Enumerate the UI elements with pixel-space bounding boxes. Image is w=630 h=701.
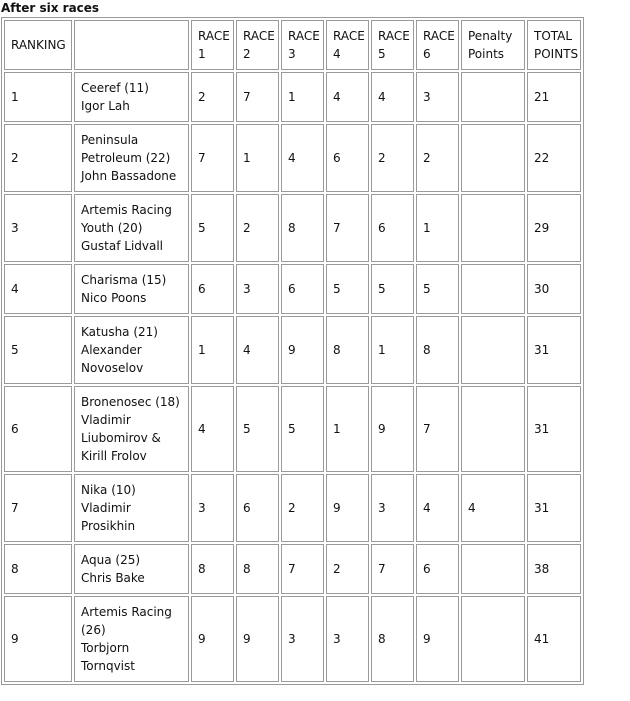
race-2-cell: 1: [236, 124, 279, 192]
race-3-cell: 6: [281, 264, 324, 314]
penalty-cell: 4: [461, 474, 525, 542]
header-row: [4, 20, 581, 70]
header-total-points: [527, 20, 581, 70]
race-6-cell: 5: [416, 264, 459, 314]
team-cell: [74, 596, 189, 682]
race-3-cell: 8: [281, 194, 324, 262]
rank-cell: 9: [4, 596, 72, 682]
race-6-cell: 4: [416, 474, 459, 542]
team-line: Novoselov: [81, 361, 144, 375]
race-6-cell: 9: [416, 596, 459, 682]
table-row: [4, 474, 581, 542]
header-race-6: [416, 20, 459, 70]
race-3-cell: 7: [281, 544, 324, 594]
header-label: 6: [423, 47, 431, 61]
header-ranking: RANKING: [4, 20, 72, 70]
team-cell: [74, 264, 189, 314]
rank-cell: 4: [4, 264, 72, 314]
team-cell: [74, 544, 189, 594]
total-cell: 22: [527, 124, 581, 192]
team-cell: [74, 124, 189, 192]
team-line: Vladimir: [81, 413, 131, 427]
penalty-cell: [461, 124, 525, 192]
team-line: Chris Bake: [81, 571, 145, 585]
table-row: [4, 544, 581, 594]
team-cell: [74, 474, 189, 542]
race-2-cell: 7: [236, 72, 279, 122]
race-1-cell: 3: [191, 474, 234, 542]
penalty-cell: [461, 386, 525, 472]
race-1-cell: 8: [191, 544, 234, 594]
header-race-1: [191, 20, 234, 70]
penalty-cell: [461, 264, 525, 314]
race-2-cell: 3: [236, 264, 279, 314]
penalty-cell: [461, 194, 525, 262]
team-cell: [74, 194, 189, 262]
race-1-cell: 1: [191, 316, 234, 384]
race-1-cell: 5: [191, 194, 234, 262]
header-label: RACE: [378, 29, 410, 43]
race-6-cell: 3: [416, 72, 459, 122]
race-3-cell: 3: [281, 596, 324, 682]
page-title: After six races: [1, 1, 100, 15]
header-label: RACE: [288, 29, 320, 43]
race-6-cell: 2: [416, 124, 459, 192]
team-line: John Bassadone: [81, 169, 177, 183]
race-6-cell: 8: [416, 316, 459, 384]
team-line: Katusha (21): [81, 325, 158, 339]
race-3-cell: 4: [281, 124, 324, 192]
results-body: [4, 72, 581, 682]
race-4-cell: 6: [326, 124, 369, 192]
team-line: Torbjorn: [81, 641, 130, 655]
race-5-cell: 7: [371, 544, 414, 594]
team-line: Bronenosec (18): [81, 395, 180, 409]
table-row: [4, 124, 581, 192]
team-line: Nico Poons: [81, 291, 147, 305]
team-cell: [74, 386, 189, 472]
header-label: Points: [468, 47, 505, 61]
rank-cell: 1: [4, 72, 72, 122]
race-4-cell: 2: [326, 544, 369, 594]
race-3-cell: 5: [281, 386, 324, 472]
rank-cell: 8: [4, 544, 72, 594]
race-5-cell: 9: [371, 386, 414, 472]
race-5-cell: 1: [371, 316, 414, 384]
rank-cell: 3: [4, 194, 72, 262]
penalty-cell: [461, 72, 525, 122]
total-cell: 41: [527, 596, 581, 682]
race-4-cell: 9: [326, 474, 369, 542]
team-line: Kirill Frolov: [81, 449, 147, 463]
total-cell: 31: [527, 316, 581, 384]
rank-cell: 2: [4, 124, 72, 192]
team-line: Artemis Racing: [81, 203, 172, 217]
race-5-cell: 6: [371, 194, 414, 262]
header-label: 1: [198, 47, 206, 61]
team-line: Youth (20): [81, 221, 143, 235]
header-label: RACE: [423, 29, 455, 43]
race-4-cell: 8: [326, 316, 369, 384]
header-label: POINTS: [534, 47, 579, 61]
race-4-cell: 7: [326, 194, 369, 262]
table-row: [4, 316, 581, 384]
table-row: [4, 72, 581, 122]
header-label: 5: [378, 47, 386, 61]
race-5-cell: 5: [371, 264, 414, 314]
total-cell: 38: [527, 544, 581, 594]
team-line: Igor Lah: [81, 99, 130, 113]
header-label: TOTAL: [534, 29, 573, 43]
race-4-cell: 1: [326, 386, 369, 472]
race-2-cell: 2: [236, 194, 279, 262]
table-row: [4, 264, 581, 314]
race-6-cell: 6: [416, 544, 459, 594]
race-1-cell: 7: [191, 124, 234, 192]
total-cell: 21: [527, 72, 581, 122]
team-line: Artemis Racing: [81, 605, 172, 619]
team-line: Prosikhin: [81, 519, 136, 533]
team-cell: [74, 316, 189, 384]
team-line: Petroleum (22): [81, 151, 171, 165]
team-cell: [74, 72, 189, 122]
race-1-cell: 2: [191, 72, 234, 122]
race-4-cell: 5: [326, 264, 369, 314]
race-1-cell: 9: [191, 596, 234, 682]
team-line: Aqua (25): [81, 553, 141, 567]
header-race-3: [281, 20, 324, 70]
rank-cell: 7: [4, 474, 72, 542]
race-2-cell: 8: [236, 544, 279, 594]
header-penalty-points: [461, 20, 525, 70]
team-line: (26): [81, 623, 106, 637]
race-5-cell: 8: [371, 596, 414, 682]
header-race-2: [236, 20, 279, 70]
penalty-cell: [461, 544, 525, 594]
header-label: 2: [243, 47, 251, 61]
header-label: RACE: [333, 29, 365, 43]
header-label: RACE: [243, 29, 275, 43]
header-label: Penalty: [468, 29, 513, 43]
race-4-cell: 3: [326, 596, 369, 682]
race-5-cell: 4: [371, 72, 414, 122]
race-3-cell: 2: [281, 474, 324, 542]
race-5-cell: 3: [371, 474, 414, 542]
team-line: Peninsula: [81, 133, 139, 147]
race-3-cell: 9: [281, 316, 324, 384]
table-row: [4, 194, 581, 262]
race-6-cell: 7: [416, 386, 459, 472]
total-cell: 29: [527, 194, 581, 262]
race-2-cell: 6: [236, 474, 279, 542]
team-line: Vladimir: [81, 501, 131, 515]
total-cell: 30: [527, 264, 581, 314]
team-line: Gustaf Lidvall: [81, 239, 164, 253]
penalty-cell: [461, 316, 525, 384]
race-2-cell: 9: [236, 596, 279, 682]
rank-cell: 5: [4, 316, 72, 384]
race-1-cell: 6: [191, 264, 234, 314]
race-4-cell: 4: [326, 72, 369, 122]
team-line: Tornqvist: [81, 659, 135, 673]
race-6-cell: 1: [416, 194, 459, 262]
rank-cell: 6: [4, 386, 72, 472]
race-2-cell: 5: [236, 386, 279, 472]
team-line: Nika (10): [81, 483, 136, 497]
race-1-cell: 4: [191, 386, 234, 472]
total-cell: 31: [527, 386, 581, 472]
header-race-4: [326, 20, 369, 70]
table-row: [4, 386, 581, 472]
race-2-cell: 4: [236, 316, 279, 384]
team-line: Alexander: [81, 343, 142, 357]
team-line: Liubomirov &: [81, 431, 161, 445]
header-label: RACE: [198, 29, 230, 43]
race-3-cell: 1: [281, 72, 324, 122]
header-race-5: [371, 20, 414, 70]
total-cell: 31: [527, 474, 581, 542]
team-line: Ceeref (11): [81, 81, 149, 95]
team-line: Charisma (15): [81, 273, 167, 287]
results-table: [1, 17, 584, 685]
race-5-cell: 2: [371, 124, 414, 192]
header-label: 4: [333, 47, 341, 61]
table-row: [4, 596, 581, 682]
penalty-cell: [461, 596, 525, 682]
header-team: [74, 20, 189, 70]
header-label: 3: [288, 47, 296, 61]
